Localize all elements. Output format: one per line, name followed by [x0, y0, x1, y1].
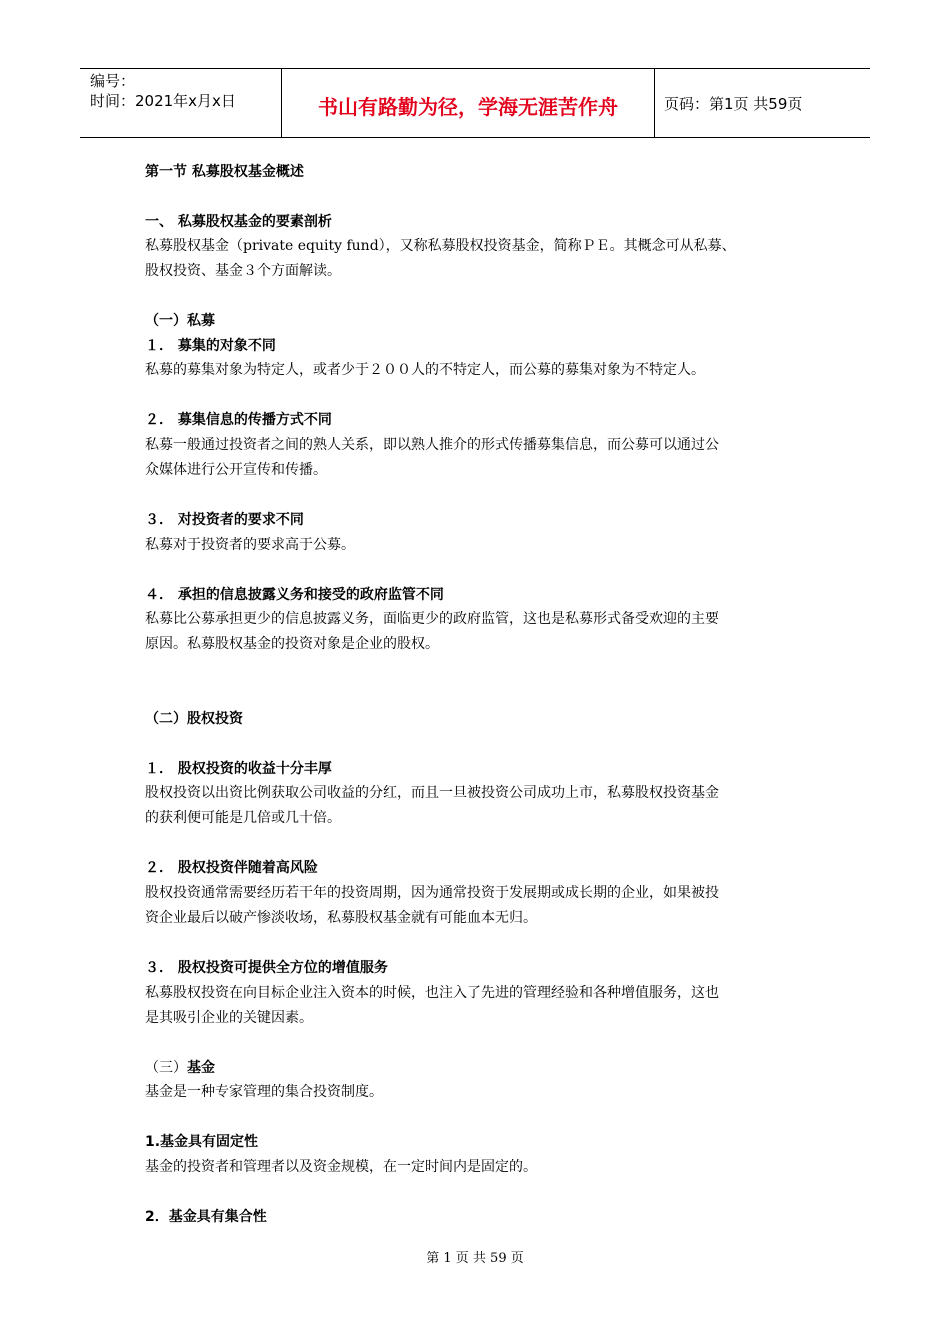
- time-label: 时间：2021年x月x日: [90, 92, 236, 110]
- item-heading: １． 募集的对象不同: [145, 338, 276, 354]
- item-heading: ２． 募集信息的传播方式不同: [145, 412, 332, 428]
- header-table: [80, 68, 870, 138]
- paragraph-line: 私募对于投资者的要求高于公募。: [145, 537, 355, 553]
- header-info-cell: [80, 69, 281, 137]
- paragraph-line: 私募股权基金（private equity fund），又称私募股权投资基金，简称ＰＥ。其概念可从私募、: [145, 238, 736, 254]
- motto: 书山有路勤为径，学海无涯苦作舟: [318, 95, 618, 119]
- item-heading: ３． 对投资者的要求不同: [145, 512, 304, 528]
- paragraph-line: 股权投资通常需要经历若干年的投资周期，因为通常投资于发展期或成长期的企业，如果被投: [145, 885, 719, 901]
- item-heading: ４． 承担的信息披露义务和接受的政府监管不同: [145, 587, 444, 603]
- paragraph-line: 众媒体进行公开宣传和传播。: [145, 462, 327, 478]
- item-heading: ２． 股权投资伴随着高风险: [145, 860, 318, 876]
- subheading-equity: （二）股权投资: [145, 711, 243, 727]
- header-page-cell: [654, 69, 870, 137]
- item-heading: 2．基金具有集合性: [145, 1209, 267, 1225]
- header-motto-cell: [281, 69, 655, 137]
- subheading-private: （一）私募: [145, 313, 215, 329]
- subheading-fund-title: 基金: [187, 1060, 215, 1076]
- item-heading: １． 股权投资的收益十分丰厚: [145, 761, 332, 777]
- paragraph-line: 私募股权投资在向目标企业注入资本的时候，也注入了先进的管理经验和各种增值服务，这也: [145, 985, 719, 1001]
- paragraph-line: 股权投资以出资比例获取公司收益的分红，而且一旦被投资公司成功上市，私募股权投资基金: [145, 785, 719, 801]
- page-info: 页码：第1页 共59页: [664, 95, 803, 113]
- paragraph-line: 的获利便可能是几倍或几十倍。: [145, 810, 341, 826]
- paragraph-line: 私募的募集对象为特定人，或者少于２００人的不特定人，而公募的募集对象为不特定人。: [145, 362, 705, 378]
- paragraph-line: 私募一般通过投资者之间的熟人关系，即以熟人推介的形式传播募集信息，而公募可以通过公: [145, 437, 719, 453]
- section-title: 第一节 私募股权基金概述: [145, 164, 304, 180]
- paragraph-line: 基金的投资者和管理者以及资金规模，在一定时间内是固定的。: [145, 1159, 537, 1175]
- heading-elements: 一、 私募股权基金的要素剖析: [145, 214, 332, 230]
- subheading-fund-prefix: （三）: [145, 1060, 187, 1076]
- paragraph-line: 私募比公募承担更少的信息披露义务，面临更少的政府监管，这也是私募形式备受欢迎的主要: [145, 611, 719, 627]
- item-heading: ３． 股权投资可提供全方位的增值服务: [145, 960, 388, 976]
- paragraph-line: 原因。私募股权基金的投资对象是企业的股权。: [145, 636, 439, 652]
- paragraph-line: 基金是一种专家管理的集合投资制度。: [145, 1084, 383, 1100]
- paragraph-line: 是其吸引企业的关键因素。: [145, 1010, 313, 1026]
- paragraph-line: 股权投资、基金３个方面解读。: [145, 263, 341, 279]
- page-footer: 第 1 页 共 59 页: [426, 1251, 524, 1266]
- item-heading: 1.基金具有固定性: [145, 1134, 259, 1150]
- paragraph-line: 资企业最后以破产惨淡收场，私募股权基金就有可能血本无归。: [145, 910, 537, 926]
- number-label: 编号：: [90, 72, 136, 90]
- subheading-fund: [145, 1058, 215, 1078]
